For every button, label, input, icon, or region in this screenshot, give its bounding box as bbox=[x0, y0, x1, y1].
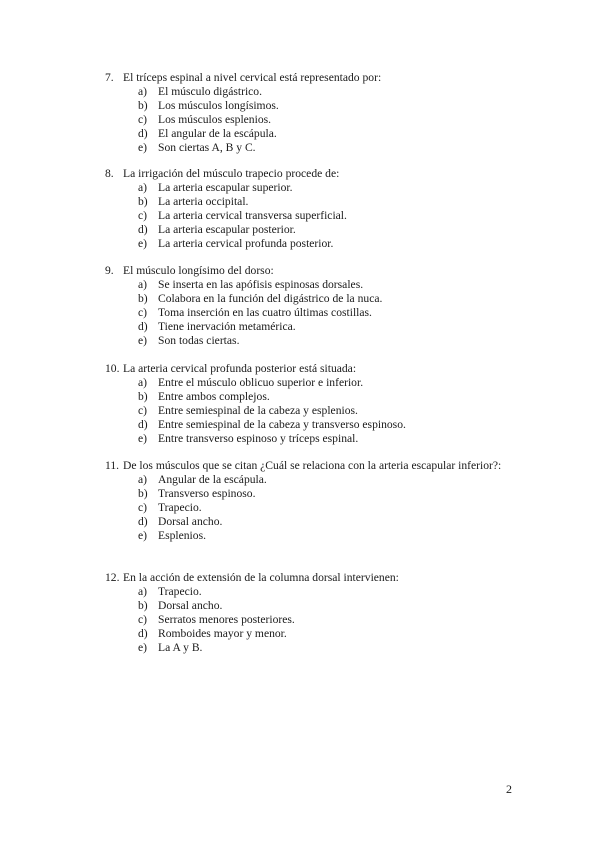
question-number: 8. bbox=[105, 167, 114, 180]
option-text: Entre el músculo oblicuo superior e inferior. bbox=[158, 376, 364, 389]
question-12 bbox=[105, 571, 505, 655]
option-c bbox=[105, 501, 505, 515]
option-letter: d) bbox=[138, 418, 148, 431]
option-text: La arteria cervical profunda posterior. bbox=[158, 237, 334, 250]
option-c bbox=[105, 404, 505, 418]
option-letter: e) bbox=[138, 641, 148, 654]
option-c bbox=[105, 113, 505, 127]
option-letter: c) bbox=[138, 613, 148, 626]
option-c bbox=[105, 613, 505, 627]
options-list bbox=[105, 376, 505, 446]
option-b bbox=[105, 99, 505, 113]
option-letter: e) bbox=[138, 141, 148, 154]
option-text: La arteria occipital. bbox=[158, 195, 249, 208]
question-text: La irrigación del músculo trapecio procede de: bbox=[123, 167, 340, 180]
option-text: Trapecio. bbox=[158, 585, 202, 598]
option-letter: b) bbox=[138, 99, 148, 112]
option-c bbox=[105, 306, 505, 320]
option-d bbox=[105, 418, 505, 432]
question-header bbox=[105, 167, 505, 181]
option-letter: c) bbox=[138, 209, 148, 222]
option-d bbox=[105, 127, 505, 141]
option-text: Entre transverso espinoso y tríceps espinal. bbox=[158, 432, 359, 445]
option-d bbox=[105, 320, 505, 334]
option-b bbox=[105, 292, 505, 306]
option-d bbox=[105, 223, 505, 237]
option-text: Esplenios. bbox=[158, 529, 206, 542]
option-e bbox=[105, 334, 505, 348]
option-e bbox=[105, 141, 505, 155]
option-a bbox=[105, 278, 505, 292]
options-list bbox=[105, 473, 505, 543]
option-text: Trapecio. bbox=[158, 501, 202, 514]
options-list bbox=[105, 585, 505, 655]
option-a bbox=[105, 585, 505, 599]
option-letter: c) bbox=[138, 113, 148, 126]
option-b bbox=[105, 390, 505, 404]
option-text: La arteria cervical transversa superficial. bbox=[158, 209, 347, 222]
option-d bbox=[105, 627, 505, 641]
option-letter: c) bbox=[138, 501, 148, 514]
option-letter: e) bbox=[138, 529, 148, 542]
option-a bbox=[105, 85, 505, 99]
option-letter: e) bbox=[138, 334, 148, 347]
question-9 bbox=[105, 264, 505, 348]
option-letter: d) bbox=[138, 127, 148, 140]
option-e bbox=[105, 641, 505, 655]
option-c bbox=[105, 209, 505, 223]
option-text: Toma inserción en las cuatro últimas costillas. bbox=[158, 306, 372, 319]
question-text: El músculo longísimo del dorso: bbox=[123, 264, 274, 277]
option-letter: a) bbox=[138, 473, 148, 486]
question-text: En la acción de extensión de la columna dorsal intervienen: bbox=[123, 571, 399, 584]
option-text: Entre semiespinal de la cabeza y esplenios. bbox=[158, 404, 358, 417]
option-letter: c) bbox=[138, 404, 148, 417]
option-e bbox=[105, 237, 505, 251]
option-text: Se inserta en las apófisis espinosas dorsales. bbox=[158, 278, 364, 291]
option-letter: a) bbox=[138, 278, 148, 291]
option-e bbox=[105, 432, 505, 446]
question-header bbox=[105, 571, 505, 585]
option-letter: a) bbox=[138, 585, 148, 598]
option-text: Serratos menores posteriores. bbox=[158, 613, 295, 626]
question-number: 12. bbox=[105, 571, 120, 584]
question-10 bbox=[105, 362, 505, 446]
question-number: 10. bbox=[105, 362, 120, 375]
page-number: 2 bbox=[506, 782, 512, 796]
option-b bbox=[105, 487, 505, 501]
option-letter: d) bbox=[138, 627, 148, 640]
option-text: Son todas ciertas. bbox=[158, 334, 240, 347]
option-d bbox=[105, 515, 505, 529]
option-text: La arteria escapular superior. bbox=[158, 181, 293, 194]
question-header bbox=[105, 71, 505, 85]
option-text: Los músculos longísimos. bbox=[158, 99, 279, 112]
option-b bbox=[105, 195, 505, 209]
option-letter: d) bbox=[138, 515, 148, 528]
question-8 bbox=[105, 167, 505, 251]
option-letter: b) bbox=[138, 195, 148, 208]
question-header bbox=[105, 264, 505, 278]
question-number: 9. bbox=[105, 264, 114, 277]
option-letter: a) bbox=[138, 181, 148, 194]
question-text: La arteria cervical profunda posterior está situada: bbox=[123, 362, 357, 375]
question-text: De los músculos que se citan ¿Cuál se relaciona con la arteria escapular inferior?: bbox=[123, 459, 502, 472]
option-letter: b) bbox=[138, 390, 148, 403]
option-text: Los músculos esplenios. bbox=[158, 113, 272, 126]
question-header bbox=[105, 362, 505, 376]
option-text: Son ciertas A, B y C. bbox=[158, 141, 256, 154]
options-list bbox=[105, 278, 505, 348]
options-list bbox=[105, 85, 505, 155]
option-letter: a) bbox=[138, 85, 148, 98]
option-text: Angular de la escápula. bbox=[158, 473, 267, 486]
option-text: Transverso espinoso. bbox=[158, 487, 256, 500]
option-letter: e) bbox=[138, 237, 148, 250]
option-text: Colabora en la función del digástrico de la nuca. bbox=[158, 292, 383, 305]
question-text: El tríceps espinal a nivel cervical está representado por: bbox=[123, 71, 382, 84]
option-letter: b) bbox=[138, 599, 148, 612]
option-text: Entre ambos complejos. bbox=[158, 390, 270, 403]
question-7 bbox=[105, 71, 505, 155]
option-a bbox=[105, 181, 505, 195]
option-text: La arteria escapular posterior. bbox=[158, 223, 296, 236]
option-e bbox=[105, 529, 505, 543]
option-a bbox=[105, 473, 505, 487]
option-text: Dorsal ancho. bbox=[158, 515, 223, 528]
option-text: Dorsal ancho. bbox=[158, 599, 223, 612]
option-b bbox=[105, 599, 505, 613]
option-letter: d) bbox=[138, 320, 148, 333]
option-letter: a) bbox=[138, 376, 148, 389]
option-text: El angular de la escápula. bbox=[158, 127, 277, 140]
option-text: Tiene inervación metamérica. bbox=[158, 320, 296, 333]
options-list bbox=[105, 181, 505, 251]
question-number: 7. bbox=[105, 71, 114, 84]
option-letter: c) bbox=[138, 306, 148, 319]
option-text: La A y B. bbox=[158, 641, 203, 654]
option-text: El músculo digástrico. bbox=[158, 85, 263, 98]
option-text: Entre semiespinal de la cabeza y transverso espinoso. bbox=[158, 418, 406, 431]
option-a bbox=[105, 376, 505, 390]
question-number: 11. bbox=[105, 459, 120, 472]
question-header bbox=[105, 459, 505, 473]
question-11 bbox=[105, 459, 505, 543]
option-text: Romboides mayor y menor. bbox=[158, 627, 287, 640]
option-letter: d) bbox=[138, 223, 148, 236]
option-letter: e) bbox=[138, 432, 148, 445]
option-letter: b) bbox=[138, 292, 148, 305]
option-letter: b) bbox=[138, 487, 148, 500]
